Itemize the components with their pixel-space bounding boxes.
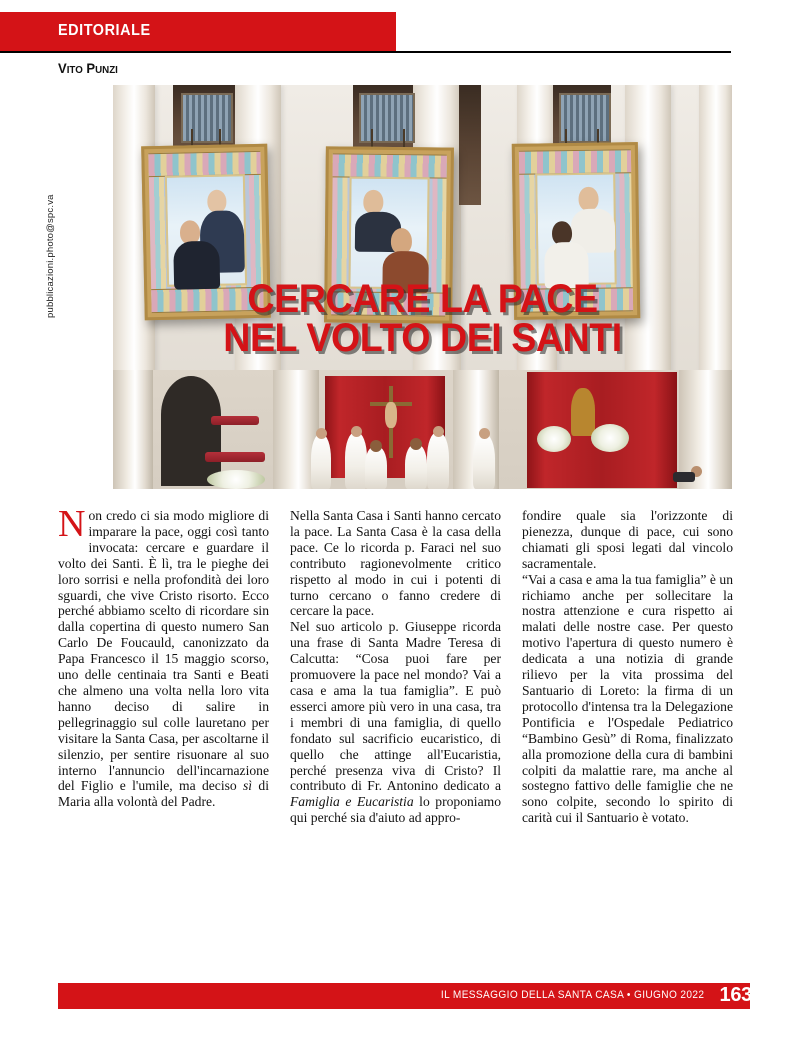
cleric-5 — [427, 432, 449, 489]
tapestry-2-top-band — [333, 153, 447, 178]
cleric-1-head — [316, 428, 327, 439]
cleric-2 — [345, 432, 367, 489]
cleric-3-head — [370, 440, 382, 452]
tapestry-1-saint-a-head — [207, 189, 226, 212]
column-1-paragraph — [58, 503, 269, 810]
author-initial-last: P — [86, 60, 96, 76]
column-2-text: Nel suo articolo p. Giuseppe ricorda una frase di Santa Madre Teresa di Calcutta: “Cosa puoi fare per promuovere la pace nel mondo? Vai a casa e ama la tua famiglia”. E può esserci amore più vero in una casa, tra i membri di una famiglia, di quello fondato sul sacrificio eucaristico, di quello che attinge all'Eucaristia, perché presenza viva di Cristo? Il contributo di Fr. Antonino dedicato a — [290, 619, 501, 794]
cleric-6-head — [479, 428, 490, 439]
altar-candelabra-upper — [211, 416, 259, 425]
tapestry-3-top-band — [519, 149, 631, 175]
altar-candelabra-lower — [205, 452, 265, 462]
author-name-last-rest: UNZI — [95, 64, 118, 76]
altar-madonna-statue — [571, 388, 595, 436]
tapestry-2-portrait — [348, 177, 430, 290]
column-2-text-end: lo proponiamo qui perché sia d'aiuto ad appro- — [290, 794, 501, 826]
cleric-1 — [311, 434, 331, 489]
tapestry-2-saint-a-head — [363, 190, 383, 214]
article-body — [58, 503, 734, 966]
author-byline — [58, 60, 118, 76]
footer-publication-line: IL MESSAGGIO DELLA SANTA CASA • GIUGNO 2022 — [440, 989, 704, 1001]
facade-window-1 — [181, 93, 233, 143]
facade-window-2 — [359, 93, 415, 143]
article-column-3 — [522, 508, 733, 966]
facade-niche-3 — [459, 85, 481, 205]
photographer-camera — [673, 472, 695, 482]
author-initial-first: V — [58, 60, 67, 76]
column-1-text: on credo ci sia modo migliore di imparare la pace, oggi così tanto invocata: cercare e guardare il volto dei Santi. È lì, tra le pieghe dei loro sorrisi e nella profondità dei loro sguardi, che vive Cristo risorto. Ecco perché abbiamo scelto di ricordare sin dalla copertina di questo numero San Carlo De Foucauld, canonizzato da Papa Francesco il 15 maggio scorso, uno delle centinaia tra Santi e Beati che almeno una volta nella loro vita hanno deciso di salire in pellegrinaggio sul colle lauretano per visitare la Santa Casa, per ascoltarne il silenzio, per sentire risuonare al suo interno l'annuncio dell'incarnazione del Figlio e l'umile, ma deciso — [58, 508, 269, 794]
section-kicker: EDITORIALE — [58, 22, 151, 39]
altar-flowers-left — [207, 470, 265, 489]
column-2-italic-title: Famiglia e Eucaristia — [290, 794, 414, 810]
column-1-italic: sì — [243, 778, 253, 794]
column-2-paragraph-2 — [290, 619, 501, 826]
cleric-4-head — [410, 438, 422, 450]
cleric-2-head — [351, 426, 362, 437]
column-3-paragraph-1: fondire quale sia l'orizzonte di pienezza, dunque di pace, cui sono chiamati gli sposi legati dal vincolo sacramentale. — [522, 508, 733, 571]
altar-flowers-right-2 — [591, 424, 629, 452]
photo-credit: pubblicazioni.photo@spc.va — [45, 194, 56, 318]
article-column-1 — [58, 503, 269, 966]
tapestry-3-saint-b-head — [552, 221, 572, 245]
headline-line-1: CERCARE LA PACE — [247, 277, 598, 321]
header-divider-rule — [0, 51, 731, 53]
headline-line-2: NEL VOLTO DEI SANTI — [223, 316, 622, 361]
cleric-6 — [473, 434, 495, 489]
page-headline — [132, 277, 714, 361]
tapestry-3-portrait — [536, 173, 617, 286]
page-number: 163 — [719, 984, 752, 1006]
altar-pillar-left — [113, 370, 153, 489]
article-column-2 — [290, 508, 501, 966]
tapestry-3-saint-a-head — [578, 187, 598, 211]
basilica-altar-scene — [113, 370, 732, 489]
cleric-5-head — [433, 426, 444, 437]
cleric-4 — [405, 444, 427, 489]
author-name-first-rest: ITO — [66, 64, 83, 76]
column-3-paragraph-2: “Vai a casa e ama la tua famiglia” è un richiamo anche per sollecitare la nostra attenzione e cura rispetto ai malati delle nostre case. Per questo motivo l'apertura di questo numero è dedicata a una notizia di grande rilievo per la vita prossima del Santuario di Loreto: la firma di un protocollo d'intensa tra la Delegazione Pontificia e l'Ospedale Pediatrico “Bambino Gesù” di Roma, finalizzato alla promozione della cura di bambini colpiti da malattie rare, ma anche al sostegno fattivo delle famiglie che ne sono colpite, secondo lo spirito di carità cui il Santuario è votato. — [522, 571, 733, 826]
altar-flowers-right-1 — [537, 426, 571, 452]
altar-arch-left — [161, 376, 221, 486]
column-1-text-end: di Maria alla volontà del Padre. — [58, 778, 269, 810]
tapestry-1-portrait — [165, 174, 247, 287]
drop-cap: N — [58, 503, 86, 545]
cleric-3 — [365, 446, 387, 489]
altar-crucifix-corpus — [385, 402, 397, 428]
column-2-paragraph-1: Nella Santa Casa i Santi hanno cercato la pace. La Santa Casa è la casa della pace. Ce lo ricorda p. Faraci nel suo contributo ragionevolmente critico rispetto al modo in cui i potenti di turno cercano o fanno credere di cercare la pace. — [290, 508, 501, 619]
